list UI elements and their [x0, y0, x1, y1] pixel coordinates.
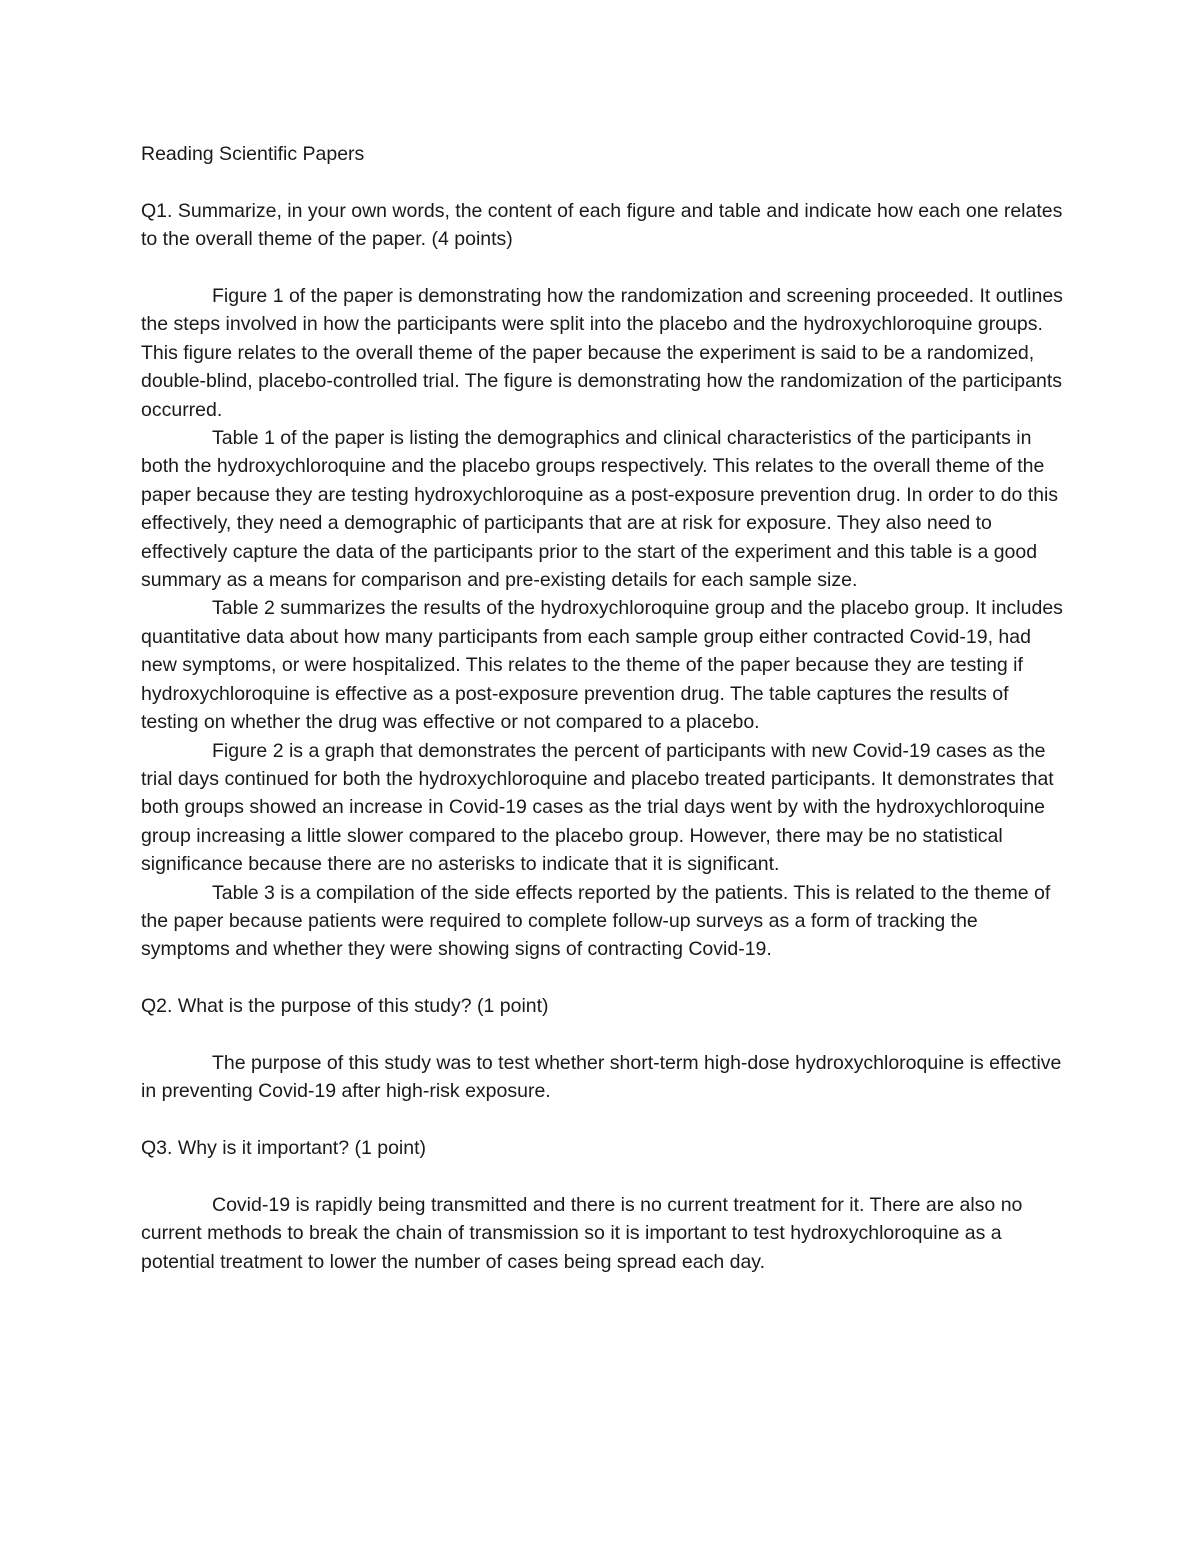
q1-answer-table-2: Table 2 summarizes the results of the hydroxychloroquine group and the placebo group. It includes quantitative data about how many participants from each sample group either contracted Covid-19, had new symptoms, or were hospitalized. This relates to the theme of the paper because they are testing if hydroxychloroquine is effective as a post-exposure prevention drug. The table captures the results of testing on whether the drug was effective or not compared to a placebo.: [141, 597, 1063, 734]
q1-answer-table-3: Table 3 is a compilation of the side effects reported by the patients. This is related to the theme of the paper because patients were required to complete follow-up surveys as a form of tracking the symptoms and whether they were showing signs of contracting Covid-19.: [141, 881, 1051, 961]
spacer: [141, 1163, 1066, 1191]
spacer: [141, 964, 1066, 992]
q3-answer: Covid-19 is rapidly being transmitted and there is no current treatment for it. There are also no current methods to break the chain of transmission so it is important to test hydroxychloroquine as a potential treatment to lower the number of cases being spread each day.: [141, 1193, 1023, 1273]
q1-answer-figure-1: Figure 1 of the paper is demonstrating how the randomization and screening proceeded. It outlines the steps involved in how the participants were split into the placebo and the hydroxychloroquine groups. This figure relates to the overall theme of the paper because the experiment is said to be a randomized, double-blind, placebo-controlled trial. The figure is demonstrating how the randomization of the participants occurred.: [141, 285, 1063, 421]
q1-answer-table-1: Table 1 of the paper is listing the demographics and clinical characteristics of the participants in both the hydroxychloroquine and the placebo groups respectively. This relates to the overall theme of the paper because they are testing hydroxychloroquine as a post-exposure prevention drug. In order to do this effectively, they need a demographic of participants that are at risk for exposure. They also need to effectively capture the data of the participants prior to the start of the experiment and this table is a good summary as a means for comparison and pre-existing details for each sample size.: [141, 427, 1059, 592]
document-title: Reading Scientific Papers: [141, 143, 365, 165]
q1-answer-figure-2: Figure 2 is a graph that demonstrates the percent of participants with new Covid-19 cases as the trial days continued for both the hydroxychloroquine and placebo treated participants. It demonstrates that both groups showed an increase in Covid-19 cases as the trial days went by with the hydroxychloroquine group increasing a little slower compared to the placebo group. However, there may be no statistical significance because there are no asterisks to indicate that it is significant.: [141, 739, 1054, 876]
spacer: [141, 168, 1066, 196]
spacer: [141, 254, 1066, 282]
q2-answer: The purpose of this study was to test whether short-term high-dose hydroxychloroquine is effective in preventing Covid-19 after high-risk exposure.: [141, 1051, 1062, 1103]
document-page: [141, 140, 1066, 1276]
q1-question: Q1. Summarize, in your own words, the content of each figure and table and indicate how each one relates to the overall theme of the paper. (4 points): [141, 199, 1063, 251]
q3-question: Q3. Why is it important? (1 point): [141, 1137, 427, 1160]
spacer: [141, 1106, 1066, 1134]
spacer: [141, 1021, 1066, 1049]
q2-question: Q2. What is the purpose of this study? (1 point): [141, 995, 549, 1018]
